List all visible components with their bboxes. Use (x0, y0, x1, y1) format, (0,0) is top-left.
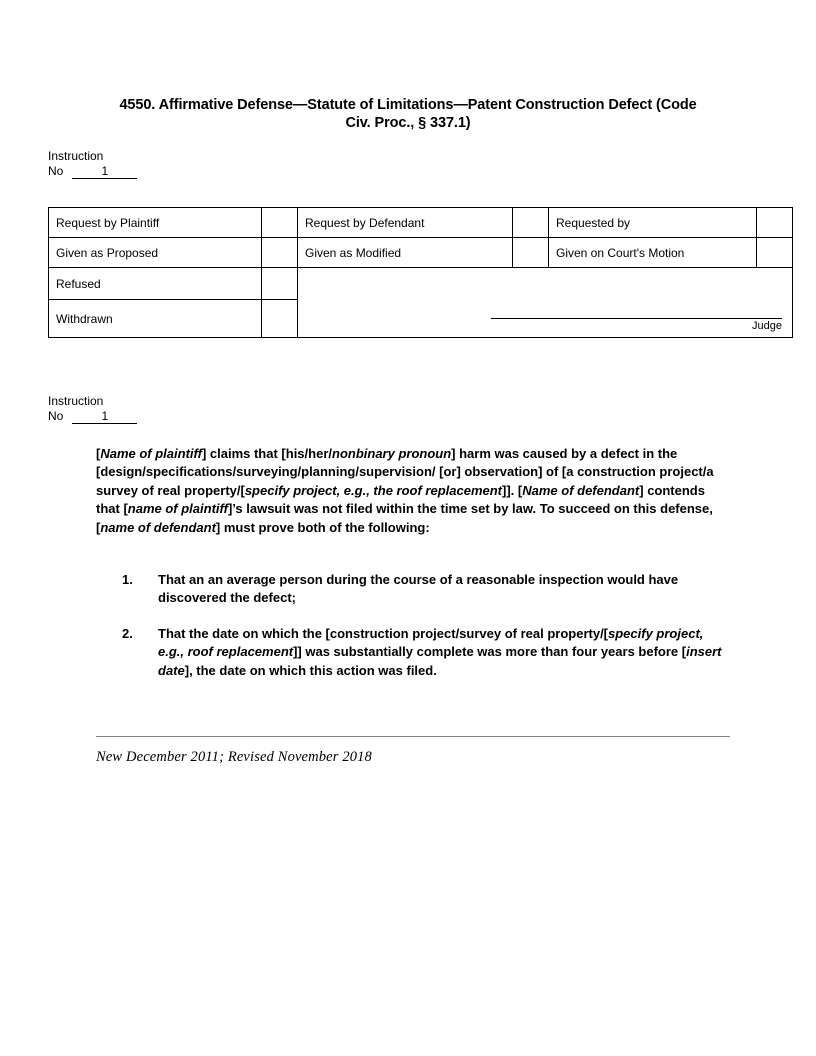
instruction-number-field-bottom[interactable]: 1 (72, 409, 137, 424)
signature-block (491, 318, 782, 333)
instruction-label-bottom: Instruction (48, 394, 104, 408)
cell-request-by-plaintiff: Request by Plaintiff (49, 208, 262, 238)
list-item-text: That an an average person during the course of a reasonable inspection would have discovered the defect; (158, 572, 679, 606)
checkbox-given-on-courts-motion[interactable] (757, 238, 793, 268)
checkbox-request-by-defendant[interactable] (513, 208, 549, 238)
cell-given-as-modified: Given as Modified (298, 238, 513, 268)
instruction-no-word-top: No (48, 164, 64, 178)
cell-withdrawn: Withdrawn (49, 300, 262, 338)
signature-label: Judge (752, 320, 782, 332)
instruction-number-block-top (48, 149, 137, 179)
revision-note: New December 2011; Revised November 2018 (96, 749, 372, 765)
table-row (49, 208, 793, 238)
instruction-number-field-top[interactable]: 1 (72, 164, 137, 179)
instruction-elements-list (96, 571, 728, 680)
footer-divider (96, 736, 730, 737)
disposition-table (48, 207, 793, 338)
table-row (49, 268, 793, 300)
table-row (49, 238, 793, 268)
checkbox-requested-by[interactable] (757, 208, 793, 238)
checkbox-given-as-proposed[interactable] (262, 238, 298, 268)
list-item-text: That the date on which the [construction project/survey of real property/[specify project, e.g., roof replacement]] was substantially complete was more than four years before [insert date], the date on which this action was filed. (158, 625, 722, 678)
checkbox-refused[interactable] (262, 268, 298, 300)
cell-given-as-proposed: Given as Proposed (49, 238, 262, 268)
cell-given-on-courts-motion: Given on Court's Motion (549, 238, 757, 268)
cell-request-by-defendant: Request by Defendant (298, 208, 513, 238)
checkbox-withdrawn[interactable] (262, 300, 298, 338)
instruction-number-block-bottom (48, 394, 137, 424)
list-item (96, 571, 728, 608)
instruction-label-top: Instruction (48, 149, 104, 163)
page-title-line-1: 4550. Affirmative Defense—Statute of Limitations—Patent Construction (119, 97, 605, 113)
instruction-no-word-bottom: No (48, 409, 64, 423)
cell-refused: Refused (49, 268, 262, 300)
checkbox-given-as-modified[interactable] (513, 238, 549, 268)
page-title (108, 96, 708, 132)
cell-requested-by: Requested by (549, 208, 757, 238)
list-item-marker: 2. (122, 625, 133, 641)
judge-signature-area (298, 268, 793, 338)
list-item-marker: 1. (122, 572, 133, 587)
checkbox-request-by-plaintiff[interactable] (262, 208, 298, 238)
instruction-body-paragraph: [Name of plaintiff] claims that [his/her/nonbinary pronoun] harm was caused by a defect in the [design/specifications/surveying/planning/supervision/ [or] observation] of [a construction project/a survey of real property/[specify project, e.g., the roof replacement]]. [Name of defendant] contends that [name of plaintiff]’s lawsuit was not filed within the time set by law. To succeed on this defense, [name of defendant] must prove both of the following: (96, 446, 714, 535)
list-item (96, 625, 728, 680)
page-title-line-2: Defect (Code Civ. Proc., § 337.1) (345, 97, 697, 131)
